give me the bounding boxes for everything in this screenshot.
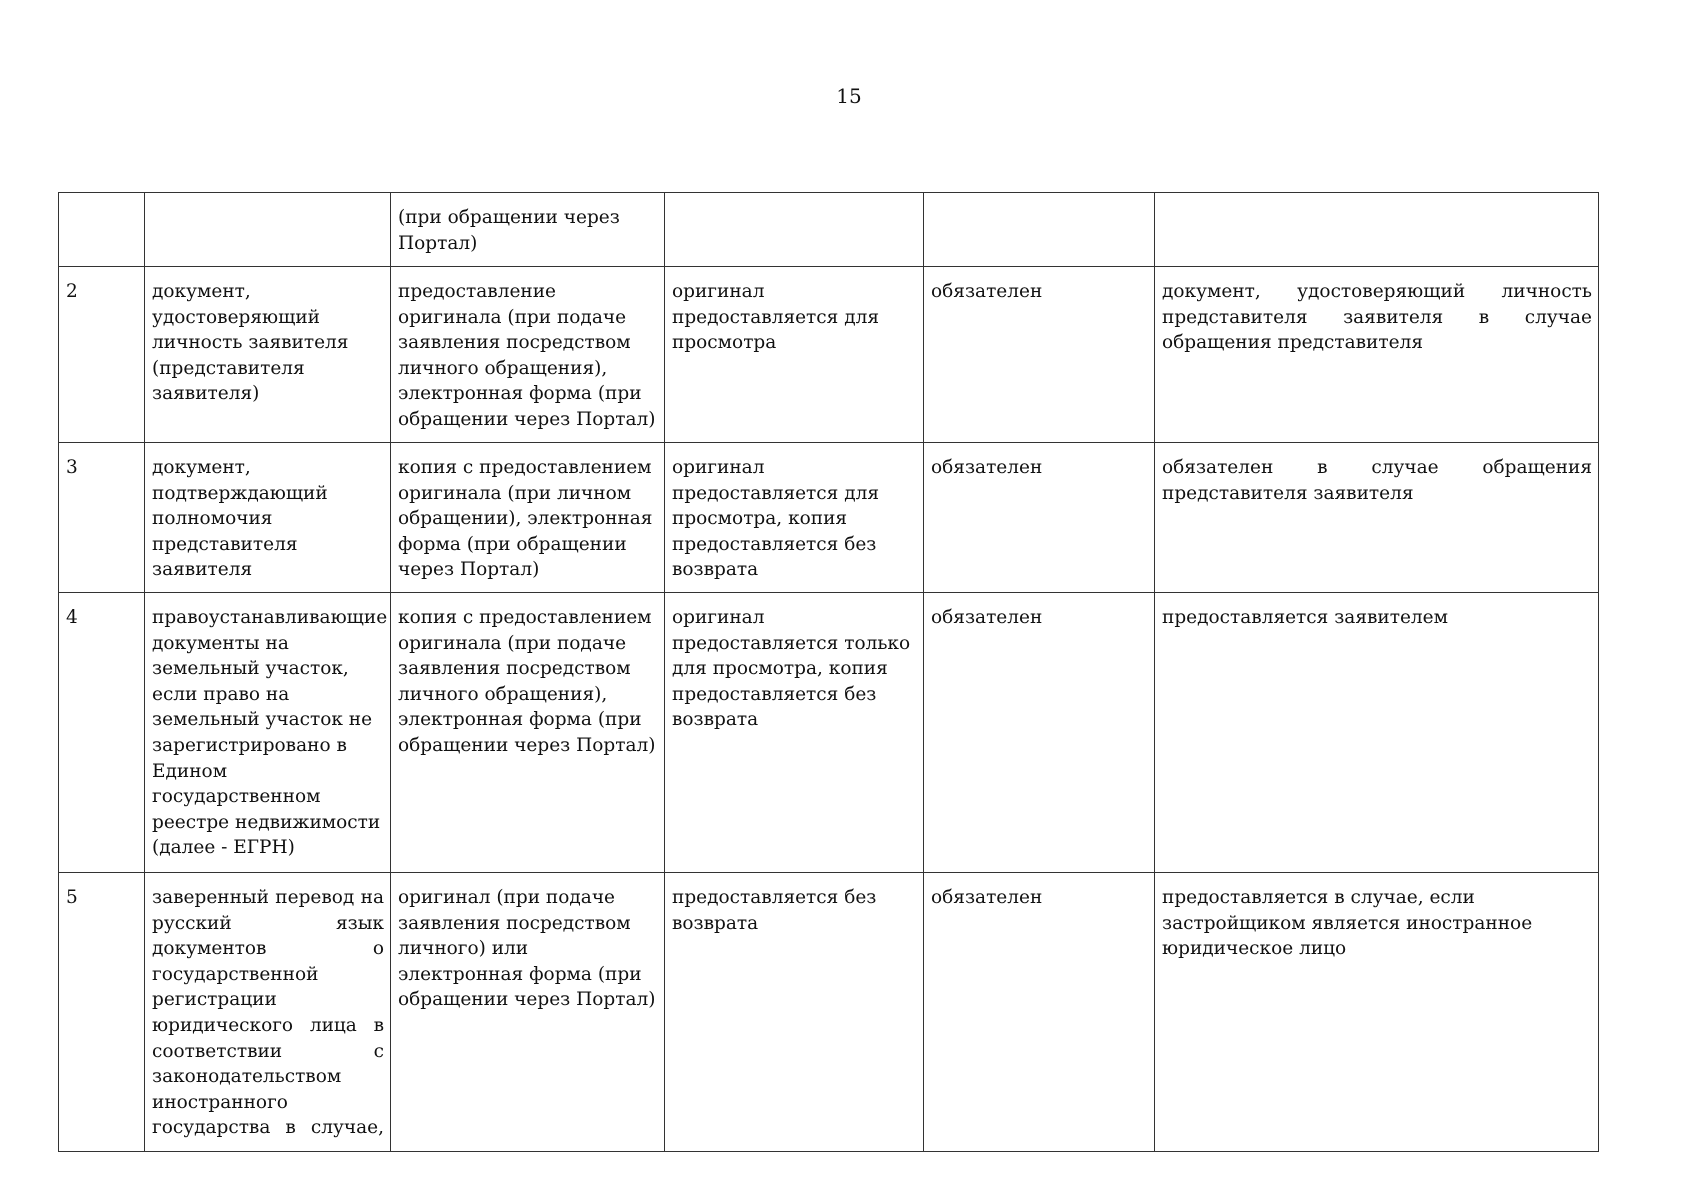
cell-note: обязателен в случае обращения представителя заявителя [1155, 443, 1599, 593]
cell-num: 5 [59, 873, 145, 1152]
table-row [59, 267, 1599, 443]
cell-original-handling: оригинал предоставляется для просмотра, копия предоставляется без возврата [665, 443, 924, 593]
cell-original-handling: оригинал предоставляется только для просмотра, копия предоставляется без возврата [665, 593, 924, 873]
cell-num: 4 [59, 593, 145, 873]
cell-original-handling [665, 193, 924, 267]
cell-form: копия с предоставлением оригинала (при личном обращении), электронная форма (при обращении через Портал) [391, 443, 665, 593]
cell-note: предоставляется заявителем [1155, 593, 1599, 873]
cell-form: предоставление оригинала (при подаче заявления посредством личного обращения), электронная форма (при обращении через Портал) [391, 267, 665, 443]
table-row [59, 193, 1599, 267]
cell-document: документ, удостоверяющий личность заявителя (представителя заявителя) [145, 267, 391, 443]
page-number: 15 [836, 84, 862, 108]
table-row [59, 593, 1599, 873]
cell-required [924, 193, 1155, 267]
cell-original-handling: оригинал предоставляется для просмотра [665, 267, 924, 443]
cell-num: 2 [59, 267, 145, 443]
cell-document: заверенный перевод на русский язык документов о государственной регистрации юридического лица в соответствии с законодательством иностранного государства в случае, [145, 873, 391, 1152]
cell-form: (при обращении через Портал) [391, 193, 665, 267]
cell-document: документ, подтверждающий полномочия представителя заявителя [145, 443, 391, 593]
table-row [59, 873, 1599, 1152]
cell-required: обязателен [924, 267, 1155, 443]
cell-required: обязателен [924, 443, 1155, 593]
cell-required: обязателен [924, 593, 1155, 873]
cell-document: правоустанавливающие документы на земельный участок, если право на земельный участок не зарегистрировано в Едином государственном реестре недвижимости (далее - ЕГРН) [145, 593, 391, 873]
cell-required: обязателен [924, 873, 1155, 1152]
cell-document [145, 193, 391, 267]
table-row [59, 443, 1599, 593]
cell-original-handling: предоставляется без возврата [665, 873, 924, 1152]
cell-note [1155, 193, 1599, 267]
cell-num: 3 [59, 443, 145, 593]
cell-note: документ, удостоверяющий личность представителя заявителя в случае обращения представителя [1155, 267, 1599, 443]
requirements-table [58, 192, 1599, 1152]
cell-num [59, 193, 145, 267]
cell-form: оригинал (при подаче заявления посредством личного) или электронная форма (при обращении через Портал) [391, 873, 665, 1152]
cell-note: предоставляется в случае, если застройщиком является иностранное юридическое лицо [1155, 873, 1599, 1152]
cell-form: копия с предоставлением оригинала (при подаче заявления посредством личного обращения), электронная форма (при обращении через Портал) [391, 593, 665, 873]
